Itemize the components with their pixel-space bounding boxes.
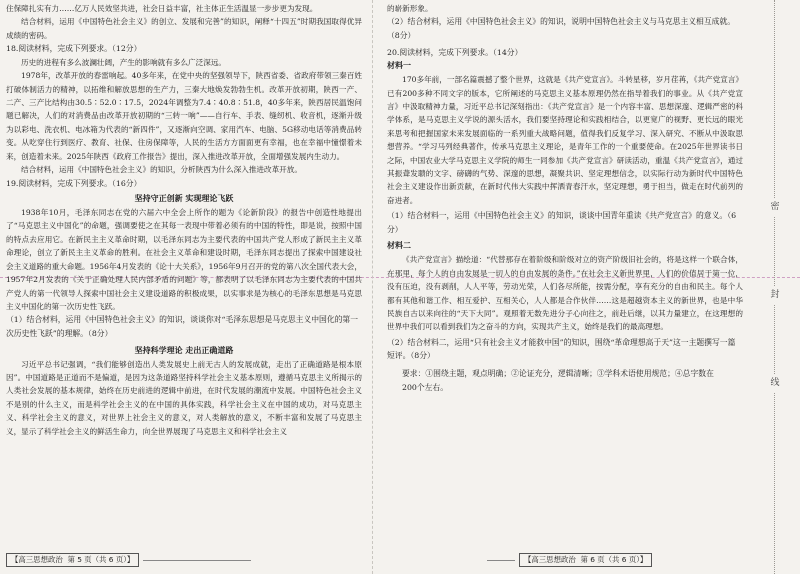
right-footer-page: 第 6 页（共 6 页）】 — [580, 555, 648, 564]
q19-header: 19.阅读材料，完成下列要求。（16分） — [6, 179, 142, 189]
left-footer-tag — [6, 553, 139, 567]
q20-requirement-1: （1）结合材料一，运用《中国特色社会主义》的知识，谈谈中国青年重读《共产党宣言》的意义。（6分） — [387, 211, 737, 234]
q18-prompt: 结合材料，运用《中国特色社会主义》的知识，分析陕西为什么深入推进改革开放。 — [21, 165, 302, 175]
q19-section-title-2: 坚持科学理论 走出正确道路 — [134, 344, 234, 355]
q19-requirement-2: （2）结合材料，运用《中国特色社会主义》的知识，说明中国特色社会主义与马克思主义相互成就。（8分） — [387, 17, 736, 40]
right-footer-rule-left — [487, 560, 515, 561]
left-page-content — [6, 2, 362, 438]
right-lead-text: 的崭新形象。 — [387, 4, 433, 13]
left-footer-page: 第 5 页（共 6 页）】 — [67, 555, 135, 564]
q19-paragraph-1: 1938年10月，毛泽东同志在党的六届六中全会上所作的题为《论新阶段》的报告中创造性地提出了“马克思主义中国化”的命题，强调要使之在其每一表现中带着必须有的中国的特性，即是说，按照中国的特点去应用它。在新民主主义革命时期，以毛泽东同志为主要代表的中国共产党人形成了新民主主义革命理论，创立了新民主主义革命的胜利。在社会主义革命和建设时期，毛泽东同志提出了探索中国建设社会主义道路的重大命题。1956年4月发表的《论十大关系》，1956年9月召开的党的第八次全国代表大会，1957年2月发表的《关于正确处理人民内部矛盾的问题》等，都表明了以毛泽东同志为主要代表的中国共产党人的第一代领导人探索中国社会主义建设道路的积极成果，以实事求是为核心的毛泽东思想是马克思主义中国化的第一次历史性飞跃。 — [6, 208, 362, 311]
q19-section-title-1: 坚持守正创新 实现理论飞跃 — [134, 193, 234, 204]
left-footer-label: 【高三思想政治 — [11, 555, 63, 564]
binding-mark-line: 线 — [766, 374, 784, 392]
left-top-paragraph-2: 结合材料，运用《中国特色社会主义》的创立、发展和完善”的知识，阐释“十四五”时期我国取得优异成绩的密码。 — [6, 17, 362, 40]
binding-strip — [760, 0, 790, 574]
left-footer-rule — [143, 560, 251, 561]
q18-paragraph-1: 历史的进程有多么波澜壮阔，产生的影响就有多么广泛深远。 — [21, 57, 227, 67]
q18-header: 18.阅读材料，完成下列要求。（12分） — [6, 44, 142, 54]
right-footer-tag — [519, 553, 652, 567]
binding-mark-close: 封 — [766, 286, 784, 304]
q19-requirement-1: （1）结合材料，运用《中国特色社会主义》的知识，谈谈你对“毛泽东思想是马克思主义中国化的第一次历史性飞跃”的理解。（8分） — [6, 315, 359, 338]
q20-requirements-line-2: 200个左右。 — [402, 382, 449, 392]
q20-material-1-paragraph: 170多年前，一部名篇震撼了整个世界，这就是《共产党宣言》。斗转星移，岁月荏苒，《共产党宣言》已有200多种不同文字的版本，它所阐述的马克思主义基本原理仍然在指导着我们的事业。从《共产党宣言》中汲取精神力量，习近平总书记深刻指出：《共产党宣言》是一个内容丰富、思想深邃、逻辑严密的科学体系，是马克思主义学说的源头活水，我们要坚持理论和实践相结合，以更宽广的视野、更长远的眼光来思考和把握国家未来发展面临的一系列重大战略问题，值得我们反复学习、深入研究、不断从中汲取思想营养。“学习马列经典著作，传承马克思主义理论，是青年工作的一个重要使命。在2025年世界读书日之际，中国农业大学马克思主义学院的师生一同参加《共产党宣言》研读活动，重温《共产党宣言》，通过其振聋发聩的文字、磅礴的气势、深邃的思想，凝聚共识、坚定理想信念，以实际行动为新时代中国特色社会主义建设作出新贡献，在新时代伟大实践中挥洒青春汗水，坚定理想，勇于担当，做走在时代前列的奋进者。 — [387, 75, 744, 205]
q20-requirements-line-1: 要求：①围绕主题，观点明确；②论证充分，逻辑清晰；③学科术语使用规范；④总字数在 — [402, 369, 714, 379]
q20-header: 20.阅读材料，完成下列要求。（14分） — [387, 47, 523, 57]
q18-paragraph-2: 1978年，改革开放的春雷响起。40多年来，在党中央的坚强领导下，陕西省委、省政府带领三秦百姓打破体制活力的精神，以拓维和解放思想的生产力，三秦大地焕发勃勃生机。改革开放初期，陕西一产、二产、三产比结构由30.5∶52.0∶17.5，2024年调整为7.4∶40.8∶51.8，40多年来，陕西居民温饱问题已解决，人们的对消费品由改革开放初期的“三转一响”——自行车、手表、缝纫机、收音机，逐渐升级为以彩电、洗衣机、电冰箱为代表的“新四件”，又逐渐向空调、家用汽车、电脑、5G移动电话等消费品转变。从吃穿住行到医疗、教育、社保、住房保障等，人民的生活方方面面更有幸福，也在幸福中憧憬着未来，创造着未来。2025年陕西《政府工作报告》提出，深入推进改革开放，全面增强发展内生动力。 — [6, 71, 362, 161]
right-page-content — [387, 2, 743, 394]
left-footer — [6, 552, 251, 568]
q20-material-1-label: 材料一 — [387, 61, 411, 71]
binding-mark-seal: 密 — [766, 198, 784, 216]
q20-requirement-2: （2）结合材料二，运用“只有社会主义才能救中国”的知识，围绕“革命理想高于天”这一主题撰写一篇短评。（8分） — [387, 337, 736, 361]
q20-material-2-paragraph: 《共产党宣言》描绘道：“代替那存在着阶级和阶级对立的资产阶级旧社会的，将是这样一个联合体，在那里，每个人的自由发展是一切人的自由发展的条件。”在社会主义新世界里，人们的价值居于第一位，没有压迫，没有剥削，人人平等，劳动光荣，人们各尽所能，按需分配，享有充分的自由和民主。每个人都有其他和谐工作、相互爱护、互相关心，人人都是合作伙伴……这是超越资本主义的新世界，也是中华民族自古以来向往的“天下大同”。观照着无数先进分子心向往之，前赴后继，以其力量建立，在这理想的世界中我们可以看到我们为之奋斗的方向，实现共产主义，始终是我们的最高理想。 — [387, 255, 743, 332]
left-top-paragraph-1: 住保障扎实有力……亿万人民效坚共进，社会日益丰富，社主体正生活温显一步步更为发现。 — [6, 4, 318, 13]
right-footer-label: 【高三思想政治 — [524, 555, 576, 564]
right-footer — [487, 552, 652, 568]
page-divider — [372, 0, 373, 574]
right-page — [387, 0, 743, 574]
q20-material-2-label: 材料二 — [387, 241, 411, 251]
left-page — [6, 0, 362, 574]
q19-paragraph-2: 习近平总书记强调，“我们能够创造出人类发展史上前无古人的发展成就，走出了正确道路是根本原因”。中国道路是正道而不是偏道，是因为这条道路坚持科学社会主义基本原则，遵循马克思主义所揭示的人类社会发展的基本规律，始终在历史前进的逻辑中前进，在时代发展的潮流中发展。中国特色社会主义不是别的什么主义，而是科学社会主义的在中国的具体实践，科学社会主义在中国的成功，对马克思主义、科学社会主义的意义，对世界上社会主义的意义，对人类解放的意义，不断丰富和发展了马克思主义，显示了科学社会主义的鲜活生命力，向全世界展现了马克思主义和科学社会主义 — [6, 359, 362, 436]
